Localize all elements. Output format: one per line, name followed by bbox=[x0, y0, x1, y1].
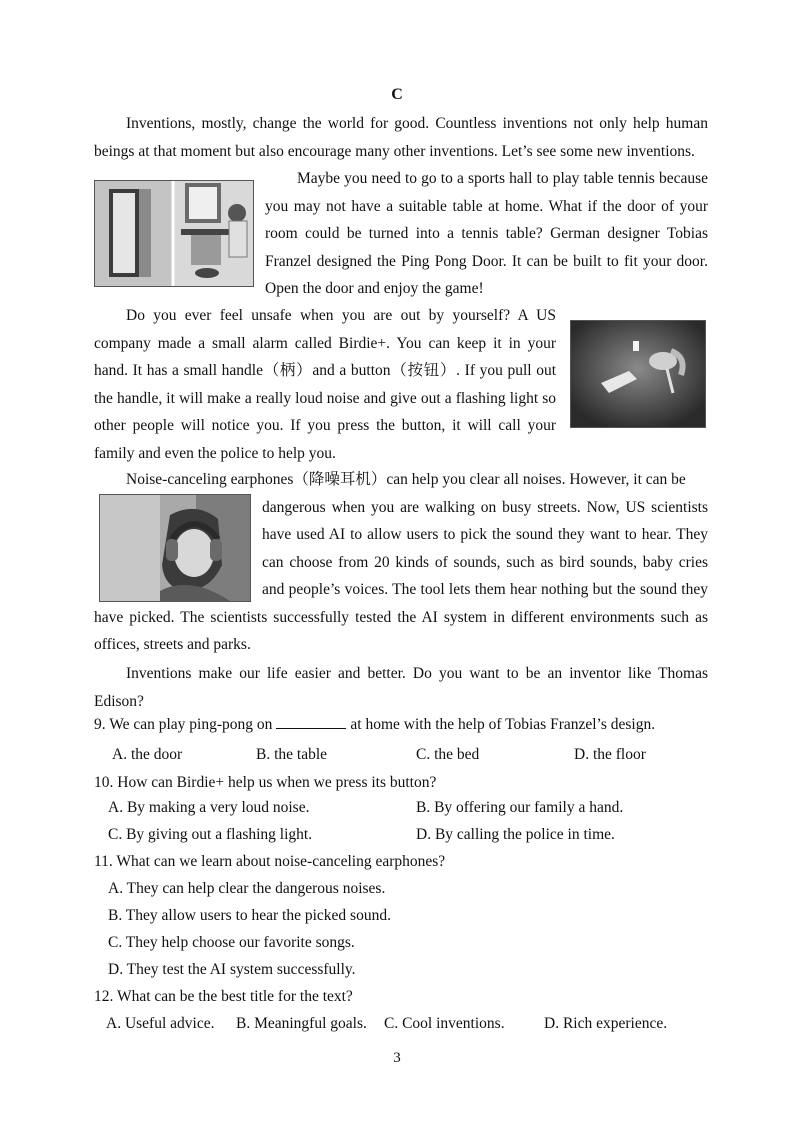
question-11: 11. What can we learn about noise-canceling earphones? bbox=[94, 853, 446, 870]
paragraph-intro: Inventions, mostly, change the world for good. Countless inventions not only help human beings at that moment but also encourage many other inventions. Let’s see some new inventions. bbox=[94, 115, 708, 160]
q12-option-d[interactable]: D. Rich experience. bbox=[544, 1015, 668, 1032]
q10-option-d[interactable]: D. By calling the police in time. bbox=[416, 826, 615, 843]
q12-option-b[interactable]: B. Meaningful goals. bbox=[236, 1015, 367, 1032]
q11-option-c[interactable]: C. They help choose our favorite songs. bbox=[108, 934, 355, 951]
q11-option-d[interactable]: D. They test the AI system successfully. bbox=[108, 961, 356, 978]
paragraph-earphones bbox=[94, 466, 708, 659]
paragraph-earphones-body: dangerous when you are walking on busy streets. Now, US scientists have used AI to allow users to pick the sound they want to hear. They can choose from 20 kinds of sounds, such as bird sounds, baby cries and people’s voices. The tool lets them hear nothing but the sound they have picked. The scientists successfully tested the AI system in different environments such as offices, streets and parks. bbox=[94, 498, 708, 653]
q12-option-c[interactable]: C. Cool inventions. bbox=[384, 1015, 505, 1032]
q10-option-a[interactable]: A. By making a very loud noise. bbox=[108, 799, 310, 816]
q11-option-a[interactable]: A. They can help clear the dangerous noises. bbox=[108, 880, 386, 897]
paragraph-earphones-first-line: Noise-canceling earphones（降噪耳机）can help you clear all noises. However, it can be bbox=[126, 471, 686, 488]
q9-option-a[interactable]: A. the door bbox=[112, 746, 183, 763]
question-10: 10. How can Birdie+ help us when we press its button? bbox=[94, 774, 437, 791]
answer-blank[interactable] bbox=[276, 714, 346, 729]
q9-option-d[interactable]: D. the floor bbox=[574, 746, 646, 763]
q10-option-c[interactable]: C. By giving out a flashing light. bbox=[108, 826, 313, 843]
paragraph-conclusion: Inventions make our life easier and better. Do you want to be an inventor like Thomas Edison? bbox=[94, 665, 708, 710]
page-number: 3 bbox=[393, 1050, 401, 1066]
ping-pong-door-photo bbox=[94, 180, 254, 287]
birdie-alarm-photo bbox=[570, 320, 706, 428]
q12-option-a[interactable]: A. Useful advice. bbox=[106, 1015, 215, 1032]
question-9: 9. We can play ping-pong on at home with the help of Tobias Franzel’s design. bbox=[94, 716, 656, 733]
paragraph-door: Maybe you need to go to a sports hall to play table tennis because you may not have a suitable table at home. What if the door of your room could be turned into a tennis table? German designer Tobias Franzel designed the Ping Pong Door. It can be built to fit your door. Open the door and enjoy the game! bbox=[265, 170, 708, 297]
section-heading: C bbox=[391, 86, 403, 103]
q10-option-b[interactable]: B. By offering our family a hand. bbox=[416, 799, 624, 816]
question-12: 12. What can be the best title for the text? bbox=[94, 988, 353, 1005]
q11-option-b[interactable]: B. They allow users to hear the picked sound. bbox=[108, 907, 391, 924]
q9-option-b[interactable]: B. the table bbox=[256, 746, 328, 763]
q9-option-c[interactable]: C. the bed bbox=[416, 746, 480, 763]
paragraph-alarm: Do you ever feel unsafe when you are out by yourself? A US company made a small alarm called Birdie+. You can keep it in your hand. It has a small handle（柄）and a button（按钮）. If you pull out the handle, it will make a really loud noise and give out a flashing light so other people will notice you. If you press the button, it will call your family and even the police to help you. bbox=[94, 307, 556, 462]
